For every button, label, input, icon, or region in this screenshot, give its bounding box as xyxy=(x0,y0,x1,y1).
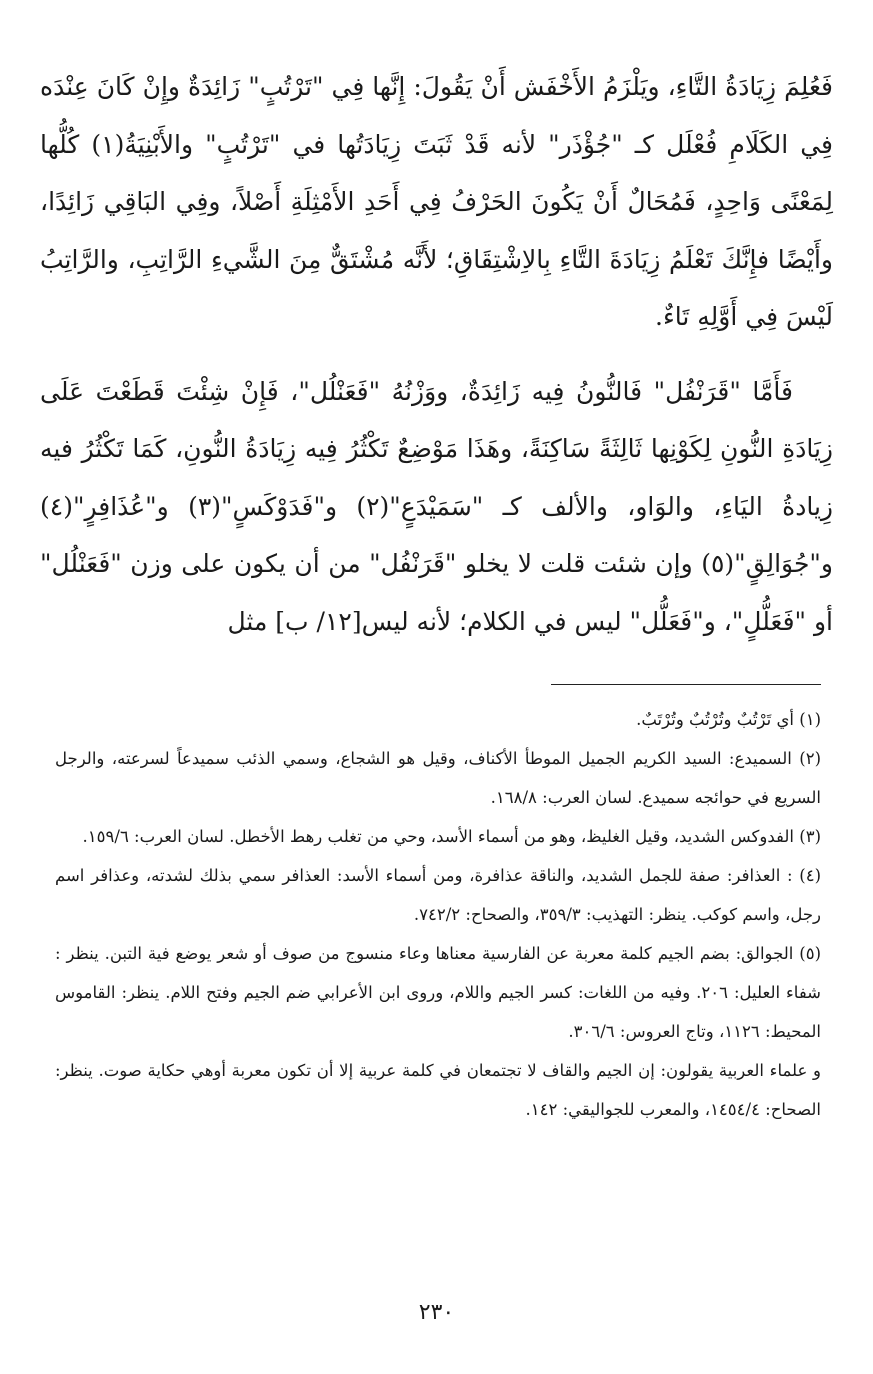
footnote-4: (٤) : العذافر: صفة للجمل الشديد، والناقة عذافرة، ومن أسماء الأسد: العذافر سمي بذلك لشدته، وعذافر اسم رجل، واسم كوكب. ينظر: التهذيب: ٣٥٩/٣، والصحاح: ٧٤٢/٢. xyxy=(55,866,821,924)
footnote-2: (٢) السميدع: السيد الكريم الجميل الموطأ الأكناف، وقيل هو الشجاع، وسمي الذئب سميدعاً لسرعته، والرجل السريع في حوائجه سميدع. لسان العرب: ١٦٨/٨. xyxy=(55,749,821,807)
footnote-3: (٣) الفدوكس الشديد، وقيل الغليظ، وهو من أسماء الأسد، وحي من تغلب رهط الأخطل. لسان العرب: ١٥٩/٦. xyxy=(82,827,821,846)
footnote-5-continuation: و علماء العربية يقولون: إن الجيم والقاف لا تجتمعان في كلمة عربية إلا أن تكون معربة أوهي حكاية صوت. ينظر: الصحاح: ١٤٥٤/٤، والمعرب للجواليقي: ١٤٢. xyxy=(55,1061,821,1119)
body-paragraph-1: فَعُلِمَ زِيَادَةُ التَّاءِ، ويَلْزَمُ الأَخْفَش أَنْ يَقُولَ: إِنَّها فِي "تَرْتُبٍ" زَائِدَةٌ وإِنْ كَانَ عِنْدَه فِي الكَلَامِ فُعْلَل كـ "جُؤْذَر" لأنه قَدْ ثَبَتَ زِيَادَتُها في "تَرْتُبٍ" والأَبْنِيَةُ(١) كُلُّها لِمَعْنًى وَاحِدٍ، فَمُحَالٌ أَنْ يَكُونَ الحَرْفُ فِي أَحَدِ الأَمْثِلَةِ أَصْلاً، وفِي البَاقِي زَائِدًا، وأَيْضًا فإِنَّكَ تَعْلَمُ زِيَادَةَ التَّاءِ بِالاِشْتِقَاقِ؛ لأَنَّه مُشْتَقٌّ مِنَ الشَّيءِ الرَّاتِبِ، والرَّاتِبُ لَيْسَ فِي أَوَّلِهِ تَاءٌ. xyxy=(40,72,833,331)
page-number: ٢٣٠ xyxy=(418,1300,455,1325)
body-paragraph-2: فَأَمَّا "قَرَنْفُل" فَالنُّونُ فِيه زَائِدَةٌ، ووَزْنُهُ "فَعَنْلُل"، فَإِنْ شِئْتَ قَطَعْتَ عَلَى زِيَادَةِ النُّونِ لِكَوْنِها ثَالِثَةً سَاكِنَةً، وهَذَا مَوْضِعٌ تَكْثُرُ فِيه زِيَادَةُ النُّونِ، كَمَا تَكْثُرُ فيه زِيادةُ اليَاءِ، والوَاو، والألف كـ "سَمَيْدَعٍ"(٢) و"فَدَوْكَسٍ"(٣) و"عُذَافِرٍ"(٤) و"جُوَالِقٍ"(٥) وإن شئت قلت لا يخلو "قَرَنْفُل" من أن يكون على وزن "فَعَنْلُل" أو "فَعَلُّلٍ"، و"فَعَلُّل" ليس في الكلام؛ لأنه ليس[١٢/ ب] مثل xyxy=(40,376,833,636)
footnote-separator xyxy=(551,684,821,685)
footnote-1: (١) أي تَرْتُبٌ وتُرْتُبٌ وتُرْتَبٌ. xyxy=(636,710,821,729)
footnote-5: (٥) الجوالق: بضم الجيم كلمة معربة عن الفارسية معناها وعاء منسوج من صوف أو شعر يوضع فية التبن. ينظر : شفاء العليل: ٢٠٦. وفيه من اللغات: كسر الجيم واللام، وروى ابن الأعرابي ضم الجيم وفتح اللام. ينظر: القاموس المحيط: ١١٢٦، وتاج العروس: ٣٠٦/٦. xyxy=(55,944,822,1041)
footnotes xyxy=(55,700,821,1129)
main-text xyxy=(40,58,833,650)
